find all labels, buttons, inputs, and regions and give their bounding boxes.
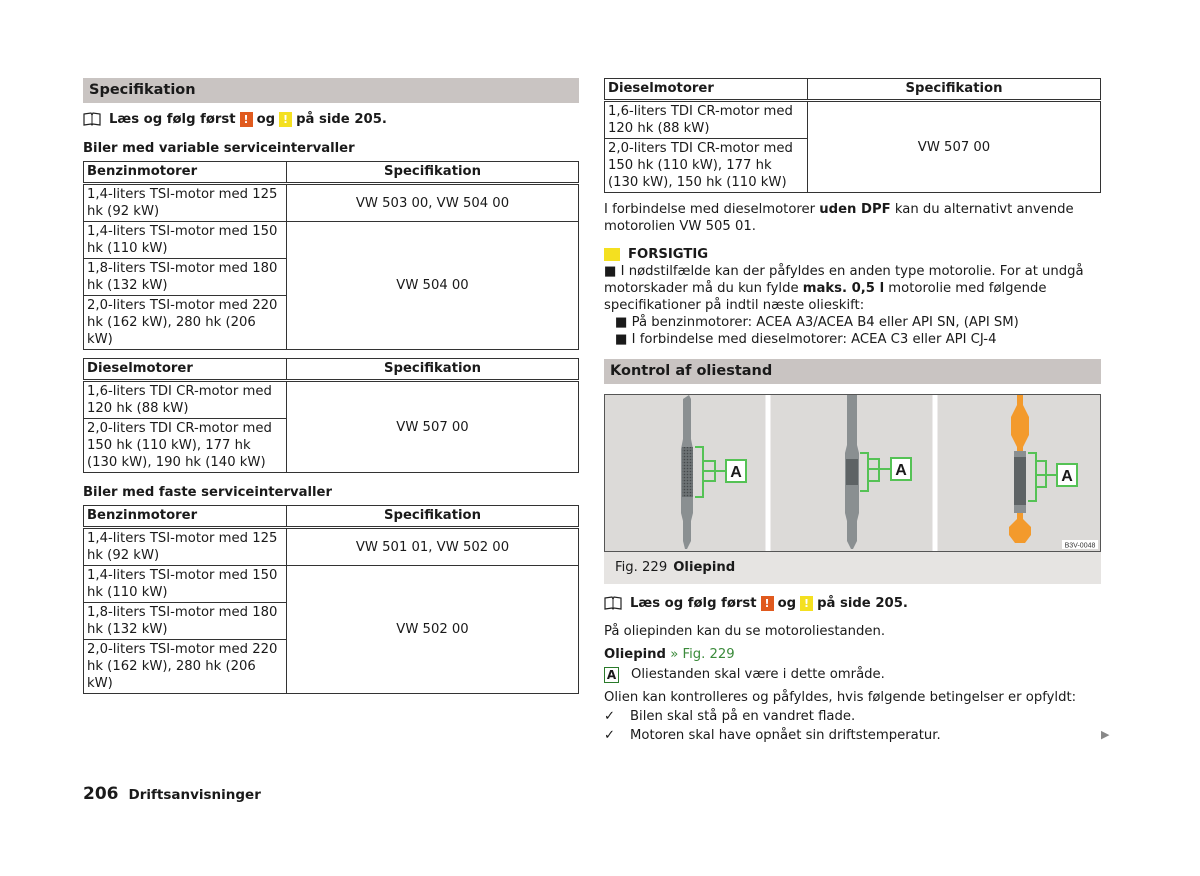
ref-text: Læs og følg først bbox=[109, 111, 236, 127]
dipstick-label: Oliepind bbox=[604, 647, 666, 662]
section-title-specifikation: Specifikation bbox=[83, 78, 579, 103]
ref-page-link[interactable]: på side 205. bbox=[296, 111, 387, 127]
column-header: Specifikation bbox=[287, 162, 579, 184]
engine-cell: 2,0-liters TSI-motor med 220 hk (162 kW), 280 hk (206 kW) bbox=[84, 296, 287, 350]
engine-cell: 1,4-liters TSI-motor med 150 hk (110 kW) bbox=[84, 222, 287, 259]
figure-dipstick bbox=[604, 394, 1101, 552]
warning-red-icon: ! bbox=[240, 112, 253, 127]
column-header: Dieselmotorer bbox=[605, 79, 808, 101]
table-row bbox=[84, 222, 579, 259]
svg-text:B3V-0048: B3V-0048 bbox=[1064, 542, 1096, 550]
figure-title: Oliepind bbox=[673, 560, 736, 575]
figure-number: Fig. 229 bbox=[615, 560, 668, 575]
dipstick-illustration bbox=[605, 395, 1100, 551]
table-row bbox=[605, 101, 1101, 139]
spec-cell: VW 507 00 bbox=[287, 381, 579, 473]
engine-cell: 1,6-liters TDI CR-motor med 120 hk (88 kW) bbox=[84, 381, 287, 419]
check-icon: ✓ bbox=[604, 728, 616, 743]
dpf-bold: uden DPF bbox=[819, 202, 891, 217]
check-item bbox=[604, 727, 1101, 744]
warning-red-icon: ! bbox=[761, 596, 774, 611]
check-text: Bilen skal stå på en vandret flade. bbox=[630, 709, 856, 724]
page-footer bbox=[83, 786, 261, 804]
ref-text-and: og bbox=[256, 111, 276, 127]
caution-title: FORSIGTIG bbox=[628, 246, 709, 262]
label-A-3 bbox=[1057, 464, 1077, 486]
engine-cell: 1,6-liters TDI CR-motor med 120 hk (88 kW) bbox=[605, 101, 808, 139]
column-header: Dieselmotorer bbox=[84, 359, 287, 381]
reference-note bbox=[83, 109, 579, 129]
svg-text:A: A bbox=[1061, 468, 1073, 485]
ref-text: Læs og følg først bbox=[630, 595, 757, 611]
figure-link[interactable]: » Fig. 229 bbox=[670, 647, 735, 662]
engine-cell: 1,8-liters TSI-motor med 180 hk (132 kW) bbox=[84, 603, 287, 640]
left-column bbox=[83, 78, 579, 694]
caution-icon bbox=[604, 248, 620, 261]
A-marker: A bbox=[604, 667, 619, 683]
spec-cell: VW 502 00 bbox=[287, 566, 579, 694]
svg-text:A: A bbox=[895, 462, 907, 479]
A-legend bbox=[604, 666, 1101, 683]
warning-yellow-icon: ! bbox=[279, 112, 292, 127]
conditions-text: Olien kan kontrolleres og påfyldes, hvis følgende betingelser er opfyldt: bbox=[604, 690, 1077, 705]
engine-cell: 2,0-liters TDI CR-motor med 150 hk (110 kW), 177 hk (130 kW), 150 hk (110 kW) bbox=[605, 139, 808, 193]
table-row bbox=[84, 528, 579, 566]
check-icon: ✓ bbox=[604, 709, 616, 724]
spec-cell: VW 507 00 bbox=[808, 101, 1101, 193]
subhead-fixed-intervals: Biler med faste serviceintervaller bbox=[83, 485, 332, 500]
caution-heading bbox=[604, 245, 1101, 263]
page-number: 206 bbox=[83, 784, 119, 804]
column-header: Benzinmotorer bbox=[84, 506, 287, 528]
table-diesel-fixed bbox=[604, 78, 1101, 193]
label-A-2 bbox=[891, 458, 911, 480]
caution-bold: maks. 0,5 l bbox=[802, 281, 885, 296]
table-row bbox=[84, 184, 579, 222]
dpf-paragraph bbox=[604, 201, 1101, 235]
A-legend-text: Oliestanden skal være i dette område. bbox=[631, 667, 885, 682]
caution-bullet bbox=[604, 263, 1101, 314]
caution-text: ■ I nødstilfælde kan der påfyldes en anden type motorolie. For at undgå motorskader må du kun fylde bbox=[604, 264, 1084, 296]
figure-caption bbox=[604, 552, 1101, 584]
column-header: Benzinmotorer bbox=[84, 162, 287, 184]
section-title-oil-level: Kontrol af oliestand bbox=[604, 359, 1101, 384]
spec-cell: VW 501 01, VW 502 00 bbox=[287, 528, 579, 566]
dpf-text-post: kan du alternativt anvende motorolien VW 505 01. bbox=[604, 202, 1074, 234]
continue-arrow-icon: ▶ bbox=[1101, 728, 1110, 741]
engine-cell: 1,4-liters TSI-motor med 125 hk (92 kW) bbox=[84, 528, 287, 566]
spec-cell: VW 503 00, VW 504 00 bbox=[287, 184, 579, 222]
footer-section: Driftsanvisninger bbox=[128, 787, 261, 803]
dipstick-line bbox=[604, 646, 1101, 663]
reference-note bbox=[604, 593, 1101, 613]
book-icon bbox=[604, 596, 622, 610]
engine-cell: 2,0-liters TSI-motor med 220 hk (162 kW), 280 hk (206 kW) bbox=[84, 640, 287, 694]
subhead-variable-intervals: Biler med variable serviceintervaller bbox=[83, 141, 355, 156]
intro-text: På oliepinden kan du se motoroliestanden. bbox=[604, 624, 886, 639]
book-icon bbox=[83, 112, 101, 126]
caution-text-post: motorolie med følgende specifikationer på indtil næste olieskift: bbox=[604, 281, 1047, 313]
spec-cell: VW 504 00 bbox=[287, 222, 579, 350]
warning-yellow-icon: ! bbox=[800, 596, 813, 611]
table-row bbox=[84, 566, 579, 603]
engine-cell: 1,8-liters TSI-motor med 180 hk (132 kW) bbox=[84, 259, 287, 296]
table-row bbox=[84, 381, 579, 419]
column-header: Specifikation bbox=[287, 506, 579, 528]
caution-sub-bullet: ■ I forbindelse med dieselmotorer: ACEA C3 eller API CJ-4 bbox=[615, 332, 997, 347]
ref-text-and: og bbox=[777, 595, 797, 611]
engine-cell: 1,4-liters TSI-motor med 150 hk (110 kW) bbox=[84, 566, 287, 603]
check-item bbox=[604, 708, 1101, 725]
table-petrol-variable bbox=[83, 161, 579, 350]
table-petrol-fixed bbox=[83, 505, 579, 694]
column-header: Specifikation bbox=[287, 359, 579, 381]
figure-code bbox=[1062, 540, 1098, 550]
right-column bbox=[604, 78, 1101, 744]
table-diesel-variable bbox=[83, 358, 579, 473]
engine-cell: 1,4-liters TSI-motor med 125 hk (92 kW) bbox=[84, 184, 287, 222]
caution-sub-bullet: ■ På benzinmotorer: ACEA A3/ACEA B4 eller API SN, (API SM) bbox=[615, 315, 1019, 330]
column-header: Specifikation bbox=[808, 79, 1101, 101]
check-text: Motoren skal have opnået sin driftstemperatur. bbox=[630, 728, 941, 743]
label-A-1 bbox=[726, 460, 746, 482]
dpf-text: I forbindelse med dieselmotorer bbox=[604, 202, 820, 217]
engine-cell: 2,0-liters TDI CR-motor med 150 hk (110 kW), 177 hk (130 kW), 190 hk (140 kW) bbox=[84, 419, 287, 473]
svg-text:A: A bbox=[730, 464, 742, 481]
ref-page-link[interactable]: på side 205. bbox=[817, 595, 908, 611]
